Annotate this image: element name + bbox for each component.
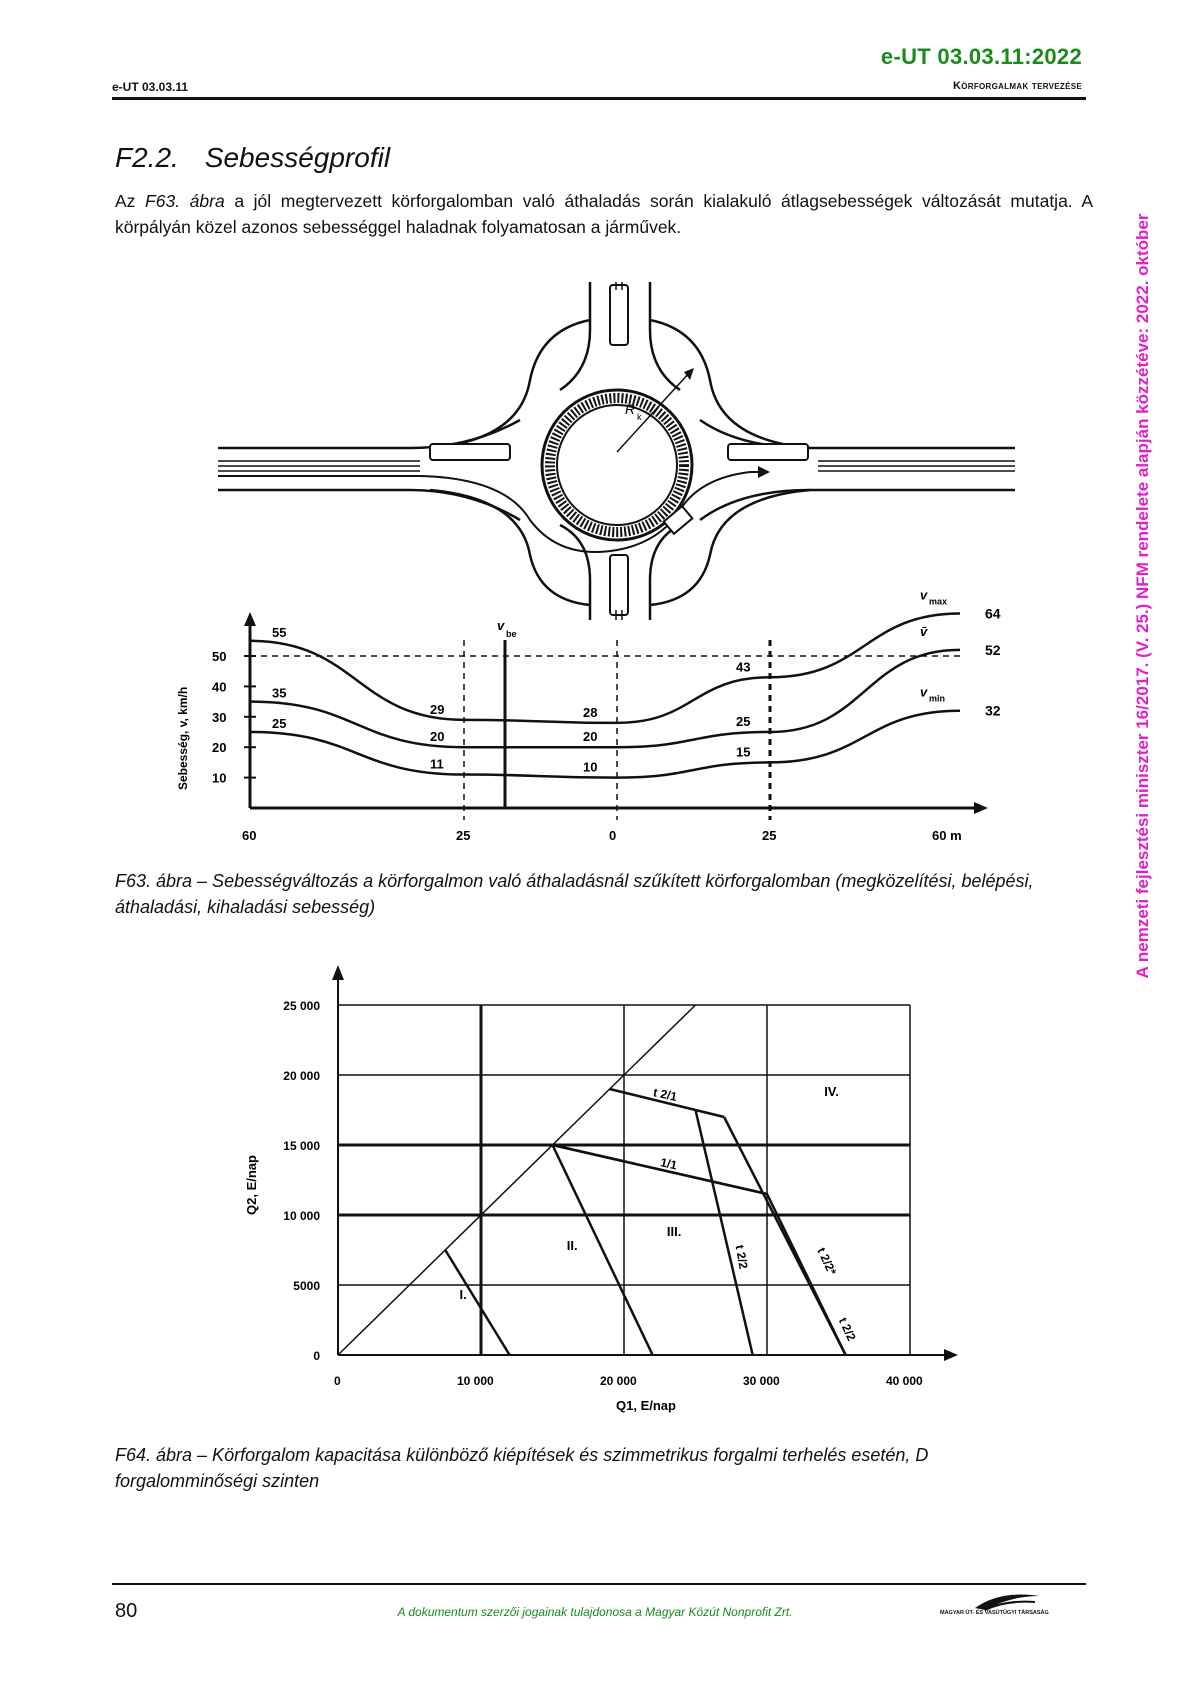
radius-label: R bbox=[625, 401, 636, 417]
figure2-caption: F64. ábra – Körforgalom kapacitása különböző kiépítések és szimmetrikus forgalmi terhelés esetén, D forgalomminőségi szinten bbox=[115, 1445, 929, 1491]
x-tick-label: 0 bbox=[609, 828, 617, 843]
line-label: t 2/2* bbox=[814, 1245, 840, 1278]
x-tick-label: 60 m bbox=[932, 828, 962, 843]
figure1-caption: F63. ábra – Sebességváltozás a körforgalmon való áthaladásnál szűkített körforgalomban (megközelítési, belépési, áthaladási, kihaladási sebesség) bbox=[115, 871, 1034, 917]
section-title: Sebességprofil bbox=[204, 142, 391, 173]
header-left-code: e-UT 03.03.11 bbox=[112, 80, 189, 94]
x-tick-label-2: 20 000 bbox=[600, 1374, 637, 1388]
x-tick-label-2: 40 000 bbox=[886, 1374, 923, 1388]
y-tick-label-2: 10 000 bbox=[283, 1209, 320, 1223]
x-tick-label: 25 bbox=[762, 828, 777, 843]
page-number: 80 bbox=[115, 1600, 138, 1622]
paragraph-prefix: Az bbox=[115, 191, 146, 211]
section-number: F2.2. bbox=[115, 142, 179, 173]
y-tick-label: 30 bbox=[212, 709, 227, 725]
y-axis-label-2: Q2, E/nap bbox=[244, 1155, 259, 1215]
radius-sub: k bbox=[637, 412, 642, 422]
data-label: 25 bbox=[272, 716, 287, 731]
y-tick-label-2: 25 000 bbox=[283, 999, 320, 1013]
logo-text: MAGYAR ÚT- ÉS VASÚTÜGYI TÁRSASÁG bbox=[940, 1610, 1049, 1616]
y-tick-label: 40 bbox=[212, 679, 227, 695]
region-label: IV. bbox=[824, 1084, 839, 1099]
series-label-sub: max bbox=[929, 596, 948, 607]
y-tick-label-2: 0 bbox=[313, 1349, 320, 1363]
data-label: 15 bbox=[736, 744, 751, 760]
line-label: t 2/2 bbox=[732, 1243, 751, 1270]
y-tick-label-2: 15 000 bbox=[283, 1139, 320, 1153]
x-axis-label-2: Q1, E/nap bbox=[616, 1398, 676, 1413]
figure-reference: F63. ábra bbox=[145, 191, 225, 211]
x-tick-label-2: 10 000 bbox=[457, 1374, 494, 1388]
series-label: v bbox=[920, 587, 928, 603]
vbe-sub: be bbox=[506, 629, 517, 639]
header-title: Körforgalmak tervezése bbox=[952, 80, 1082, 92]
paragraph-text: a jól megtervezett körforgalomban való áthaladás során kialakuló átlagsebességek változását mutatja. A körpályán közel azonos sebességgel haladnak folyamatosan a járművek. bbox=[115, 191, 1093, 237]
end-value-label: 64 bbox=[985, 605, 1001, 622]
line-label: 1/1 bbox=[659, 1155, 679, 1173]
data-label: 20 bbox=[583, 729, 598, 745]
y-tick-label: 10 bbox=[212, 770, 227, 786]
region-label: I. bbox=[459, 1287, 467, 1302]
y-tick-label: 20 bbox=[212, 740, 227, 756]
data-label: 25 bbox=[736, 714, 751, 729]
x-tick-label-2: 30 000 bbox=[743, 1374, 780, 1388]
y-axis-label: Sebesség, v, km/h bbox=[176, 686, 190, 790]
series-label: v bbox=[920, 684, 928, 700]
data-label: 35 bbox=[272, 685, 287, 701]
series-label: v̄ bbox=[920, 623, 928, 639]
x-tick-label-2: 0 bbox=[334, 1374, 341, 1388]
copyright-notice: A dokumentum szerzői jogainak tulajdonosa a Magyar Közút Nonprofit Zrt. bbox=[397, 1605, 793, 1619]
document-code: e-UT 03.03.11:2022 bbox=[880, 44, 1082, 69]
data-label: 11 bbox=[430, 756, 444, 772]
line-label: t 2/1 bbox=[651, 1085, 679, 1104]
end-value-label: 32 bbox=[985, 702, 1001, 719]
y-tick-label-2: 5000 bbox=[293, 1279, 320, 1293]
side-publication-note: A nemzeti fejlesztési miniszter 16/2017. (V. 25.) NFM rendelete alapján közzétéve: 2022. október bbox=[1133, 213, 1152, 979]
x-tick-label: 60 bbox=[242, 828, 257, 843]
data-label: 10 bbox=[583, 759, 598, 775]
series-label-sub: min bbox=[929, 693, 946, 704]
x-tick-label: 25 bbox=[456, 828, 471, 843]
data-label: 28 bbox=[583, 704, 598, 720]
vbe-label: v bbox=[497, 618, 505, 633]
region-label: II. bbox=[566, 1238, 578, 1253]
region-label: III. bbox=[666, 1224, 682, 1239]
data-label: 29 bbox=[430, 701, 445, 717]
y-tick-label-2: 20 000 bbox=[283, 1069, 320, 1083]
data-label: 43 bbox=[736, 659, 751, 675]
line-label: t 2/2 bbox=[835, 1315, 859, 1344]
y-tick-label: 50 bbox=[212, 649, 227, 664]
data-label: 20 bbox=[430, 729, 445, 745]
end-value-label: 52 bbox=[985, 641, 1001, 658]
data-label: 55 bbox=[272, 624, 287, 640]
